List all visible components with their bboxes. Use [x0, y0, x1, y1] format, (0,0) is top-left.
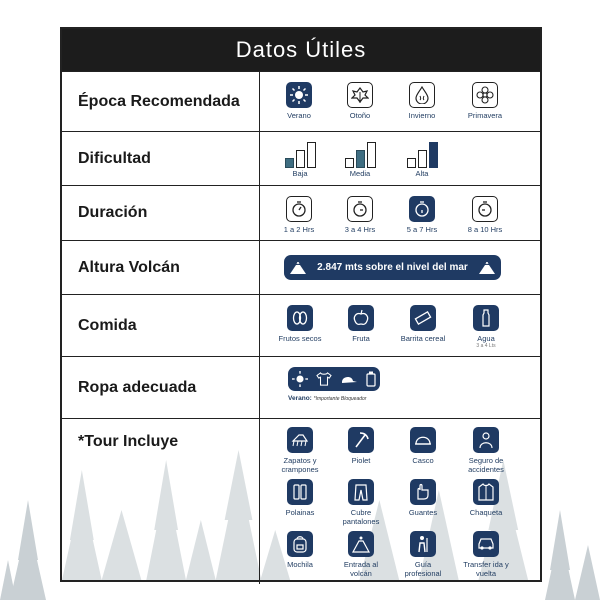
- volcano-icon: [479, 262, 495, 274]
- food-fruta: [335, 305, 387, 344]
- food-sublabel: 3 a 4 Lts: [476, 342, 496, 349]
- tour-item-label: Piolet: [351, 456, 371, 465]
- season-verano: [274, 82, 324, 121]
- row-tour: [62, 418, 540, 584]
- guide-person-icon: [410, 531, 436, 557]
- tour-item-seguro: [460, 427, 512, 474]
- row-label-comida: Comida: [62, 295, 260, 356]
- row-comida: [62, 294, 540, 356]
- tour-item-label: Cubre pantalones: [342, 508, 380, 526]
- season-primavera: [460, 82, 510, 121]
- water-bottle-icon: [473, 305, 499, 331]
- row-label-epoca: Época Recomendada: [62, 72, 260, 131]
- difficulty-media: [340, 140, 380, 179]
- tour-item-polainas: [274, 479, 326, 518]
- tour-item-label: Entrada al volcán: [343, 560, 379, 578]
- row-label-duracion: Duración: [62, 186, 260, 240]
- clothing-season: Verano:: [288, 395, 312, 402]
- stopwatch-icon: [286, 196, 312, 222]
- food-barrita: [397, 305, 449, 344]
- tour-item-label: Casco: [412, 456, 434, 465]
- volcano-hiker-icon: [348, 531, 374, 557]
- volcano-icon: [290, 262, 306, 274]
- tour-item-label: Zapatos y crampones: [281, 456, 319, 474]
- clothing-badge: [288, 367, 380, 391]
- food-label: Agua: [477, 334, 495, 343]
- duration-label: 1 a 2 Hrs: [283, 225, 315, 234]
- tour-item-label: Guantes: [408, 508, 438, 517]
- tour-item-crampones: [274, 427, 326, 474]
- cap-icon: [340, 373, 358, 385]
- row-label-altura: Altura Volcán: [62, 241, 260, 294]
- jacket-icon: [473, 479, 499, 505]
- tour-item-label: Chaqueta: [469, 508, 503, 517]
- row-epoca: [62, 71, 540, 131]
- stopwatch-icon: [347, 196, 373, 222]
- pants-icon: [348, 479, 374, 505]
- tour-item-transfer: [460, 531, 512, 578]
- clothing-note: [288, 395, 366, 402]
- tour-item-label: Seguro de accidentes: [468, 456, 504, 474]
- difficulty-label: Baja: [292, 169, 308, 178]
- altitude-text: 2.847 mts sobre el nivel del mar: [317, 262, 468, 273]
- backpack-icon: [287, 531, 313, 557]
- row-label-tour: *Tour Incluye: [62, 419, 260, 584]
- difficulty-alta: [402, 140, 442, 179]
- difficulty-baja: [280, 140, 320, 179]
- row-duracion: [62, 185, 540, 240]
- altitude-badge: [284, 255, 501, 280]
- row-dificultad: [62, 131, 540, 185]
- duration-label: 3 a 4 Hrs: [344, 225, 376, 234]
- food-label: Frutos secos: [278, 334, 322, 343]
- row-label-dificultad: Dificultad: [62, 132, 260, 185]
- stopwatch-icon: [472, 196, 498, 222]
- leaf-icon: [347, 82, 373, 108]
- difficulty-label: Alta: [415, 169, 429, 178]
- tour-item-guia: [397, 531, 449, 578]
- tour-item-chaqueta: [460, 479, 512, 518]
- sun-icon: [286, 82, 312, 108]
- difficulty-label: Media: [349, 169, 371, 178]
- duration-8-10: [460, 196, 510, 235]
- car-icon: [473, 531, 499, 557]
- insurance-person-icon: [473, 427, 499, 453]
- tour-item-label: Polainas: [285, 508, 315, 517]
- stopwatch-icon: [409, 196, 435, 222]
- food-label: Fruta: [352, 334, 370, 343]
- apple-icon: [348, 305, 374, 331]
- tour-items-grid: [260, 419, 540, 584]
- row-ropa: [62, 356, 540, 418]
- tour-item-mochila: [274, 531, 326, 570]
- difficulty-bars-icon: [407, 140, 438, 168]
- tour-item-label: Transfer ida y vuelta: [463, 560, 509, 578]
- page-title: Datos Útiles: [62, 29, 540, 71]
- season-invierno: [397, 82, 447, 121]
- nuts-icon: [287, 305, 313, 331]
- duration-1-2: [274, 196, 324, 235]
- season-label: Primavera: [467, 111, 503, 120]
- difficulty-bars-icon: [345, 140, 376, 168]
- season-otono: [335, 82, 385, 121]
- tour-item-label: Mochila: [287, 560, 313, 569]
- food-agua: [460, 305, 512, 349]
- gaiters-icon: [287, 479, 313, 505]
- info-card: [60, 27, 542, 582]
- duration-3-4: [335, 196, 385, 235]
- difficulty-bars-icon: [285, 140, 316, 168]
- sun-icon: [292, 371, 308, 387]
- tour-item-piolet: [335, 427, 387, 466]
- sunscreen-note: *Importante Bloqueador: [313, 396, 367, 402]
- crampons-icon: [287, 427, 313, 453]
- tour-item-casco: [397, 427, 449, 466]
- duration-5-7: [397, 196, 447, 235]
- helmet-icon: [410, 427, 436, 453]
- tshirt-icon: [316, 372, 332, 386]
- season-label: Invierno: [408, 111, 436, 120]
- duration-label: 8 a 10 Hrs: [467, 225, 503, 234]
- row-altura: [62, 240, 540, 294]
- ice-axe-icon: [348, 427, 374, 453]
- tour-item-guantes: [397, 479, 449, 518]
- food-nuts: [274, 305, 326, 344]
- season-label: Otoño: [349, 111, 371, 120]
- gloves-icon: [410, 479, 436, 505]
- tour-item-cubre-pantalones: [335, 479, 387, 526]
- tour-item-entrada: [335, 531, 387, 578]
- water-drops-icon: [409, 82, 435, 108]
- cereal-bar-icon: [410, 305, 436, 331]
- sunscreen-icon: [366, 371, 376, 387]
- season-label: Verano: [287, 111, 311, 120]
- food-label: Barrita cereal: [400, 334, 446, 343]
- row-label-ropa: Ropa adecuada: [62, 357, 260, 418]
- tour-item-label: Guía profesional: [404, 560, 442, 578]
- duration-label: 5 a 7 Hrs: [406, 225, 438, 234]
- flower-icon: [472, 82, 498, 108]
